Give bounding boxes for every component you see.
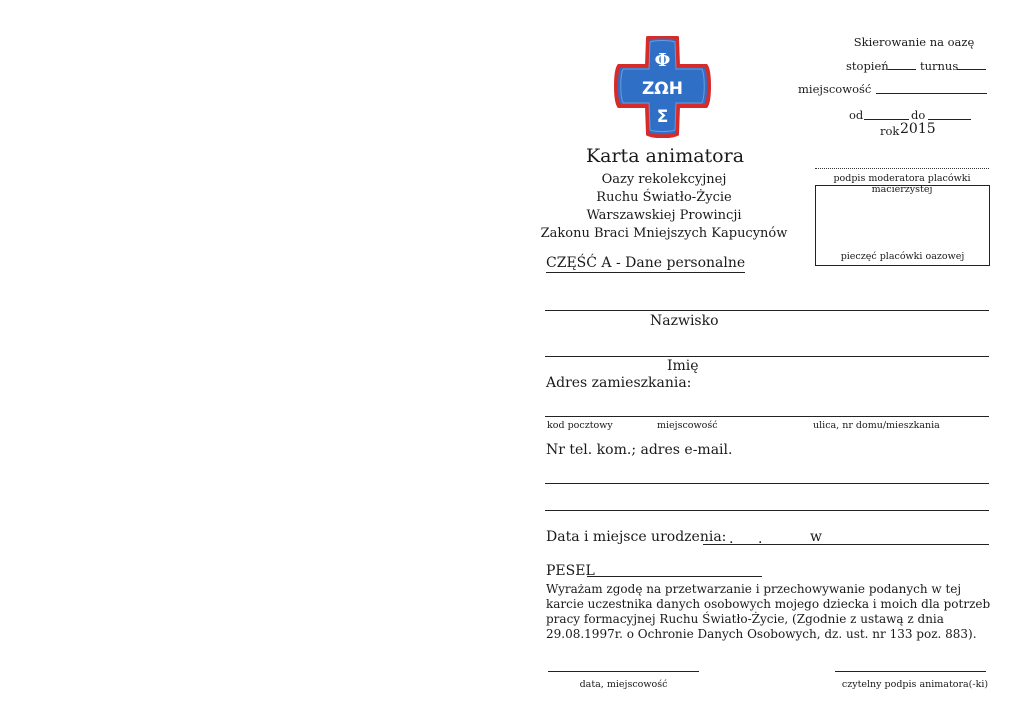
contact-field-1[interactable] xyxy=(545,483,989,484)
address-field[interactable] xyxy=(545,416,989,417)
logo-zoe-letters: ΖΩΗ xyxy=(641,79,684,99)
address-label: Adres zamieszkania: xyxy=(546,375,692,391)
org-line-1: Oazy rekolekcyjnej xyxy=(601,172,727,187)
moderator-signature-label: podpis moderatora placówki macierzystej xyxy=(833,173,971,195)
from-label: od xyxy=(849,108,864,122)
round-field[interactable] xyxy=(957,69,986,70)
logo-sigma-letter: Σ xyxy=(656,107,669,127)
to-label: do xyxy=(911,108,926,122)
from-field[interactable] xyxy=(864,119,909,120)
birth-label: Data i miejsce urodzenia: xyxy=(546,529,727,545)
birth-date-dot-2: . xyxy=(758,531,763,547)
animator-signature-line[interactable] xyxy=(835,671,986,672)
city-label: miejscowość xyxy=(657,420,718,431)
surname-field[interactable] xyxy=(545,310,989,311)
surname-label: Nazwisko xyxy=(650,313,719,329)
section-a-heading: CZĘŚĆ A - Dane personalne xyxy=(546,255,746,271)
date-place-label: data, miejscowość xyxy=(579,679,668,690)
first-name-field[interactable] xyxy=(545,356,989,357)
moderator-signature-line[interactable] xyxy=(815,168,989,169)
degree-label: stopień xyxy=(846,59,889,73)
date-place-line[interactable] xyxy=(548,671,699,672)
to-field[interactable] xyxy=(928,119,971,120)
contact-field-2[interactable] xyxy=(545,510,989,511)
place-label: miejscowość xyxy=(798,82,872,96)
page-title: Karta animatora xyxy=(585,145,745,167)
degree-field[interactable] xyxy=(888,69,916,70)
pesel-label: PESEL xyxy=(546,563,595,579)
fos-zoe-logo xyxy=(610,36,715,138)
year-label: rok xyxy=(880,124,900,138)
pesel-field[interactable] xyxy=(587,576,762,577)
postcode-label: kod pocztowy xyxy=(547,420,613,431)
first-name-label: Imię xyxy=(667,358,699,374)
logo-phi-letter: Φ xyxy=(654,50,671,71)
animator-signature-label: czytelny podpis animatora(-ki) xyxy=(841,679,989,690)
cross-logo-icon xyxy=(610,36,715,138)
org-line-3: Warszawskiej Prowincji xyxy=(586,208,742,223)
birth-date-field[interactable] xyxy=(703,544,989,545)
round-label: turnus xyxy=(920,59,959,73)
referral-title: Skierowanie na oazę xyxy=(853,35,975,49)
birth-date-dot-1: . xyxy=(729,531,734,547)
org-line-4: Zakonu Braci Mniejszych Kapucynów xyxy=(540,226,788,241)
stamp-box xyxy=(815,185,990,266)
contact-label: Nr tel. kom.; adres e-mail. xyxy=(546,442,733,458)
org-line-2: Ruchu Światło-Życie xyxy=(596,190,732,205)
birth-place-prefix: w xyxy=(810,529,822,545)
place-field[interactable] xyxy=(876,93,987,94)
year-value: 2015 xyxy=(900,121,936,137)
consent-text: Wyrażam zgodę na przetwarzanie i przechowywanie podanych w tej karcie uczestnika danych osobowych mojego dziecka i moich dla potrzeb pracy formacyjnej Ruchu Światło-Życie, (Zgodnie z ustawą z dnia 29.08.1997r. o Ochronie Danych Osobowych, dz. ust. nr 133 poz. 883). xyxy=(546,582,991,641)
stamp-label: pieczęć placówki oazowej xyxy=(840,251,965,262)
street-label: ulica, nr domu/mieszkania xyxy=(813,420,940,431)
